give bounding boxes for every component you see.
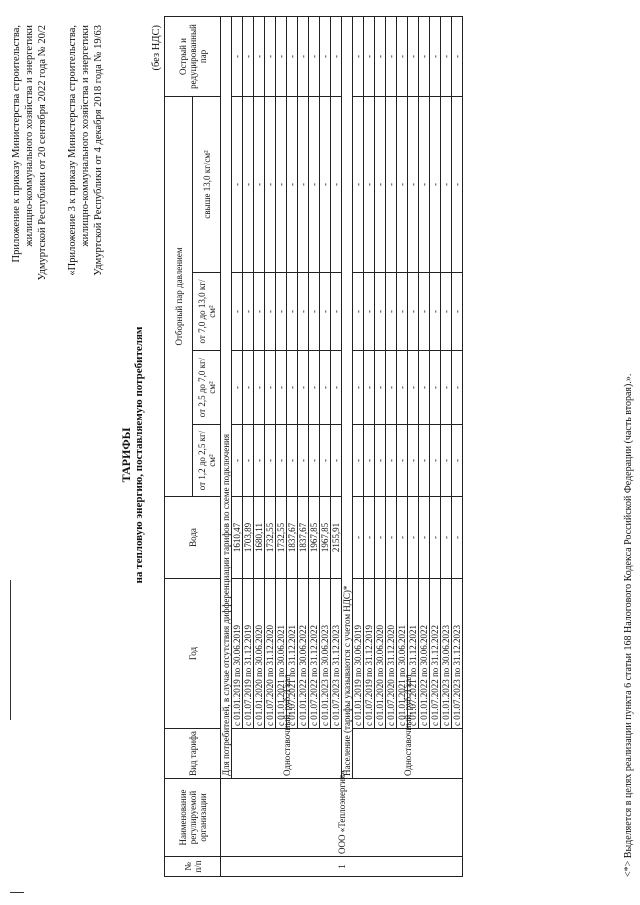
dash-cell: - [287,273,298,351]
period-cell: с 01.07.2022 по 31.12.2022 [430,579,441,729]
dash-cell: - [243,96,254,272]
dash-cell: - [243,273,254,351]
footnote: <*> Выделяется в целях реализации пункта 6 статьи 168 Налогового Кодекса Российской Федерации (часть вторая).». [623,373,634,877]
dash-cell: - [430,273,441,351]
dash-cell: - [309,351,320,425]
original-appendix-block [66,25,105,345]
dash-cell: - [331,273,342,351]
dash-cell: - [331,425,342,497]
dash-cell: - [375,425,386,497]
period-cell: с 01.07.2021 по 31.12.2021 [287,579,298,729]
dash-cell: - [419,96,430,272]
period-cell: с 01.01.2021 по 30.06.2021 [397,579,408,729]
dash-cell: - [320,351,331,425]
title-block [120,205,146,705]
dash-cell: - [298,273,309,351]
dash-cell: - [375,273,386,351]
dash-cell: - [364,351,375,425]
dash-cell: - [452,351,463,425]
dash-cell: - [287,16,298,96]
dash-cell: - [353,16,364,96]
water-cell: 1732,55 [265,497,276,579]
dash-cell: - [309,273,320,351]
water-cell: 1967,85 [309,497,320,579]
row-number: 1 [221,857,463,877]
water-cell: - [430,497,441,579]
dash-cell: - [364,96,375,272]
appendix-line: жилищно-коммунального хозяйства и энергетики [24,25,35,247]
dash-cell: - [419,425,430,497]
dash-cell: - [298,16,309,96]
dash-cell: - [243,425,254,497]
dash-cell: - [386,273,397,351]
dash-cell: - [331,16,342,96]
dash-cell: - [232,96,243,272]
dash-cell: - [320,425,331,497]
water-cell: - [397,497,408,579]
dash-cell: - [397,425,408,497]
water-cell: - [441,497,452,579]
appendix-block [10,25,49,345]
section-label: Население (тарифы указываются с учетом НДС)* [342,16,353,778]
dash-cell: - [452,16,463,96]
dash-cell: - [331,96,342,272]
period-cell: с 01.07.2020 по 31.12.2020 [386,579,397,729]
dash-cell: - [430,425,441,497]
tariff-type: Одноставочный, руб./Гкал [232,729,342,779]
dash-cell: - [364,16,375,96]
dash-cell: - [397,16,408,96]
dash-cell: - [309,96,320,272]
period-cell: с 01.07.2019 по 31.12.2019 [243,579,254,729]
dash-cell: - [419,273,430,351]
col-header-org: Наименование регулируемой организации [165,779,221,857]
period-cell: с 01.07.2020 по 31.12.2020 [265,579,276,729]
dash-cell: - [441,96,452,272]
dash-cell: - [386,351,397,425]
dash-cell: - [254,351,265,425]
appendix-line: Удмуртской Республики от 20 сентября 2022 года № 20/2 [37,25,48,281]
water-cell: 1703,89 [243,497,254,579]
orig-line: «Приложение 3 к приказу Министерства строительства, [67,25,78,276]
dash-cell: - [276,273,287,351]
dash-cell: - [309,16,320,96]
dash-cell: - [320,16,331,96]
dash-cell: - [254,273,265,351]
dash-cell: - [419,16,430,96]
period-cell: с 01.01.2019 по 30.06.2019 [353,579,364,729]
dash-cell: - [375,16,386,96]
col-header-steam-group: Отборный пар давлением [165,96,193,496]
table-row [232,16,243,876]
col-header-water: Вода [165,497,221,579]
dash-cell: - [353,425,364,497]
dash-cell: - [320,273,331,351]
period-cell: с 01.07.2023 по 31.12.2023 [331,579,342,729]
dash-cell: - [408,96,419,272]
dash-cell: - [364,273,375,351]
dash-cell: - [265,351,276,425]
col-header-p2: от 2,5 до 7,0 кг/см² [193,351,221,425]
period-cell: с 01.07.2022 по 31.12.2022 [309,579,320,729]
tariff-type: Одноставочный, руб./Гкал [353,729,463,779]
dash-cell: - [452,96,463,272]
dash-cell: - [287,96,298,272]
appendix-line: Приложение к приказу Министерства строительства, [11,25,22,263]
dash-cell: - [353,273,364,351]
dash-cell: - [430,96,441,272]
bottom-margin-line [10,892,24,893]
dash-cell: - [408,16,419,96]
dash-cell: - [408,273,419,351]
dash-cell: - [386,96,397,272]
period-cell: с 01.01.2020 по 30.06.2020 [254,579,265,729]
dash-cell: - [254,16,265,96]
dash-cell: - [298,351,309,425]
col-header-sharp: Острый и редуцированный пар [165,16,221,96]
dash-cell: - [287,351,298,425]
col-header-type: Вид тарифа [165,729,221,779]
dash-cell: - [452,425,463,497]
water-cell: - [386,497,397,579]
water-cell: 1680,11 [254,497,265,579]
dash-cell: - [298,425,309,497]
col-header-num: № п/п [165,857,221,877]
period-cell: с 01.01.2023 по 30.06.2023 [441,579,452,729]
period-cell: с 01.07.2023 по 31.12.2023 [452,579,463,729]
water-cell: - [408,497,419,579]
water-cell: - [419,497,430,579]
water-cell: - [452,497,463,579]
vat-note: (без НДС) [151,25,162,71]
water-cell: 1610,47 [232,497,243,579]
section-row [342,16,353,876]
dash-cell: - [397,96,408,272]
dash-cell: - [243,16,254,96]
dash-cell: - [375,96,386,272]
water-cell: - [375,497,386,579]
dash-cell: - [408,351,419,425]
dash-cell: - [441,16,452,96]
dash-cell: - [408,425,419,497]
dash-cell: - [397,273,408,351]
dash-cell: - [276,16,287,96]
page-subtitle: на тепловую энергию, поставляемую потребителям [133,326,145,584]
dash-cell: - [441,425,452,497]
dash-cell: - [309,425,320,497]
dash-cell: - [265,96,276,272]
dash-cell: - [254,425,265,497]
period-cell: с 01.01.2022 по 30.06.2022 [298,579,309,729]
period-cell: с 01.01.2023 по 30.06.2023 [320,579,331,729]
dash-cell: - [441,273,452,351]
dash-cell: - [265,16,276,96]
water-cell: - [353,497,364,579]
tariff-table [164,16,463,877]
period-cell: с 01.07.2021 по 31.12.2021 [408,579,419,729]
dash-cell: - [375,351,386,425]
dash-cell: - [353,96,364,272]
section-label: Для потребителей, в случае отсутствия дифференциации тарифов по схеме подключения [221,16,232,778]
dash-cell: - [232,273,243,351]
dash-cell: - [298,96,309,272]
section-row [221,16,232,876]
dash-cell: - [331,351,342,425]
period-cell: с 01.01.2020 по 30.06.2020 [375,579,386,729]
dash-cell: - [430,351,441,425]
dash-cell: - [320,96,331,272]
dash-cell: - [232,425,243,497]
col-header-year: Год [165,579,221,729]
water-cell: 2155,91 [331,497,342,579]
water-cell: 1837,67 [287,497,298,579]
dash-cell: - [287,425,298,497]
period-cell: с 01.01.2021 по 30.06.2021 [276,579,287,729]
col-header-p1: от 1,2 до 2,5 кг/см² [193,425,221,497]
dash-cell: - [254,96,265,272]
left-margin-line [10,580,11,720]
dash-cell: - [386,16,397,96]
dash-cell: - [452,273,463,351]
dash-cell: - [265,273,276,351]
dash-cell: - [276,425,287,497]
dash-cell: - [419,351,430,425]
water-cell: 1837,67 [298,497,309,579]
dash-cell: - [265,425,276,497]
water-cell: 1732,55 [276,497,287,579]
page-title: ТАРИФЫ [119,427,133,483]
orig-line: жилищно-коммунального хозяйства и энергетики [80,25,91,247]
dash-cell: - [232,351,243,425]
dash-cell: - [430,16,441,96]
dash-cell: - [397,351,408,425]
dash-cell: - [243,351,254,425]
col-header-p3: от 7,0 до 13,0 кг/см² [193,273,221,351]
col-header-p4: свыше 13,0 кг/см² [193,96,221,272]
dash-cell: - [232,16,243,96]
period-cell: с 01.01.2022 по 30.06.2022 [419,579,430,729]
orig-line: Удмуртской Республики от 4 декабря 2018 года № 19/63 [93,25,104,276]
dash-cell: - [386,425,397,497]
dash-cell: - [353,351,364,425]
dash-cell: - [364,425,375,497]
period-cell: с 01.01.2019 по 30.06.2019 [232,579,243,729]
dash-cell: - [276,96,287,272]
water-cell: 1967,85 [320,497,331,579]
org-name: ООО «Теплоэнергия» [221,779,463,857]
period-cell: с 01.07.2019 по 31.12.2019 [364,579,375,729]
dash-cell: - [441,351,452,425]
dash-cell: - [276,351,287,425]
water-cell: - [364,497,375,579]
table-row [353,16,364,876]
